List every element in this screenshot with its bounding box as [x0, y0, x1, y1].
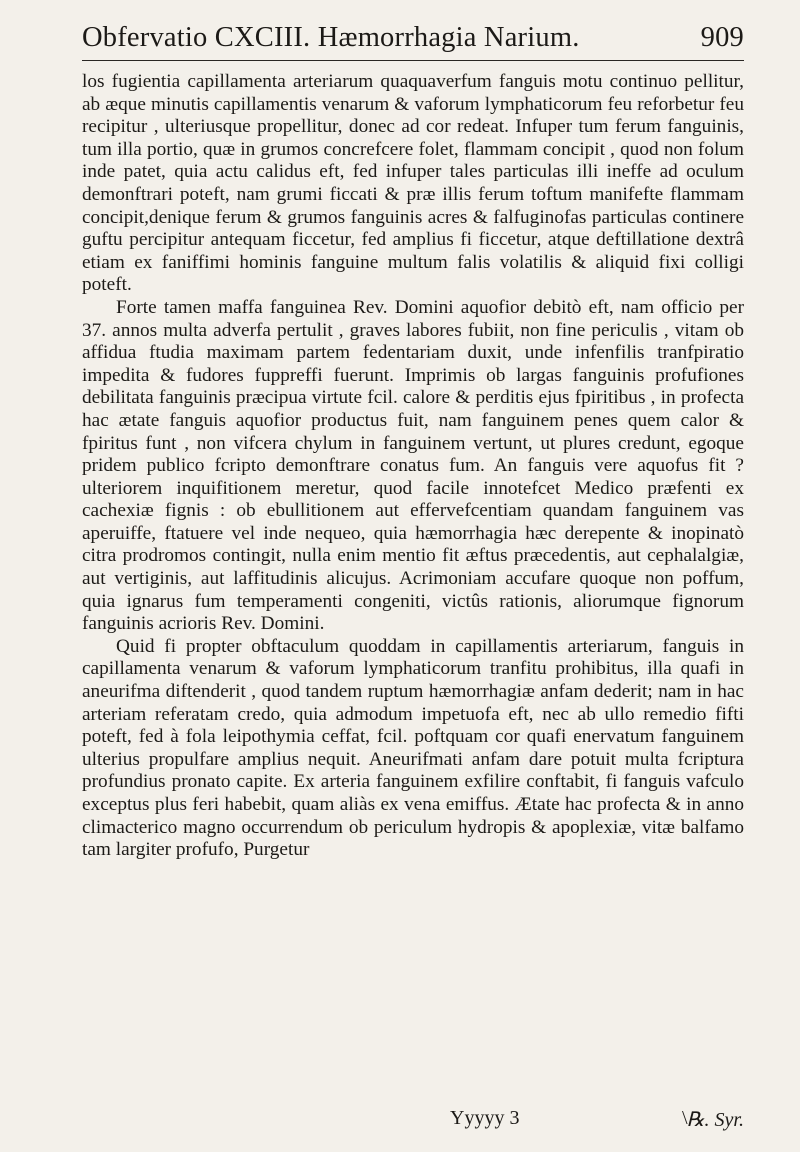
paragraph: los fugientia capillamenta arteriarum quaquaverfum fanguis motu continuo pellitur, ab æque minutis capillamentis venarum & vaforum lymphaticorum feu reforbetur feu recipitur , ulteriusque propellitur, donec ad cor redeat. Infuper tum ferum fanguinis, tum illa portio, quæ in grumos concrefcere folet, flammam concipit , quod non folum inde patet, quia actu calidus eft, fed infuper tales particulas illi ineffe ad oculum demonftrari poteft, nam grumi ficcati & præ illis ferum toftum manifefte flammam concipit,denique ferum & grumos fanguinis acres & falfuginofas particulas continere guftu percipitur antequam ficcetur, fed amplius fi ficcetur, atque deftillatione dextrâ etiam ex faniffimi hominis fanguine multum falis volatilis & aliquid fixi colligi poteft.	[82, 71, 744, 296]
header-rule	[82, 60, 744, 61]
paragraph: Quid fi propter obftaculum quoddam in capillamentis arteriarum, fanguis in capillamenta venarum & vaforum lymphaticorum tranfitu prohibitus, illa quafi in aneurifma diftenderit , quod tandem ruptum hæmorrhagiæ anfam dederit; nam in hac arteriam referatam credo, quia admodum impetuofa eft, nec ab ullo remedio fifti poteft, fed à fola leipothymia ceffat, fcil. poftquam cor quafi enervatum fanguinem ulterius propulfare amplius nequit. Aneurifmati anfam dare potuit multa fcriptura profundius pronato capite. Ex arteria fanguinem exfilire conftabit, fi fanguis vafculo exceptus plus feri habebit, quam aliàs ex vena emiffus. Ætate hac profecta & in anno climacterico magno occurrendum ob periculum hydropis & apoplexiæ, vitæ balfamo tam largiter profufo, Purgetur	[82, 635, 744, 861]
catchword: ℞. Syr.	[686, 1109, 744, 1131]
running-header	[82, 0, 744, 54]
running-title: Obfervatio CXCIII. Hæmorrhagia Narium.	[82, 22, 580, 53]
footer-stray-mark: \	[682, 1107, 688, 1129]
page-number: 909	[700, 22, 744, 53]
paragraph: Forte tamen maffa fanguinea Rev. Domini aquofior debitò eft, nam officio per 37. annos multa adverfa pertulit , graves labores fubiit, non fine periculis , vitam ob affidua ftudia maximam partem fedentariam duxit, unde infenfilis tranfpiratio impedita & fudores fuppreffi fuerunt. Imprimis ob largas fanguinis profufiones debilitata fanguinis præcipua virtute fcil. calore & perditis ejus fpiritibus , in profecta hac ætate fanguis aquofior productus fuit, nam fanguinem penes quem calor & fpiritus funt , non vifcera chylum in fanguinem vertunt, ut plures credunt, egoque pridem publico fcripto demonftrare conatus fum. An fanguis vere aquofus fit ? ulteriorem inquifitionem meretur, quod facile innotefcet Medico præfenti ex cachexiæ fignis : ob ebullitionem aut effervefcentiam quandam fanguinem vas aperuiffe, ftatuere vel inde nequeo, quia hæmorrhagia hæc derepente & inopinatò citra prodromos contingit, nulla enim mentio fit æftus præcedentis, aut cephalalgiæ, aut vertiginis, aut laffitudinis alicujus. Acrimoniam accufare quoque non poffum, quia ignarus fum temperamenti congeniti, victûs rationis, aliorumque fignorum fanguinis acrioris Rev. Domini.	[82, 296, 744, 635]
signature-mark: Yyyyy 3	[450, 1107, 520, 1129]
body-text	[82, 71, 744, 862]
